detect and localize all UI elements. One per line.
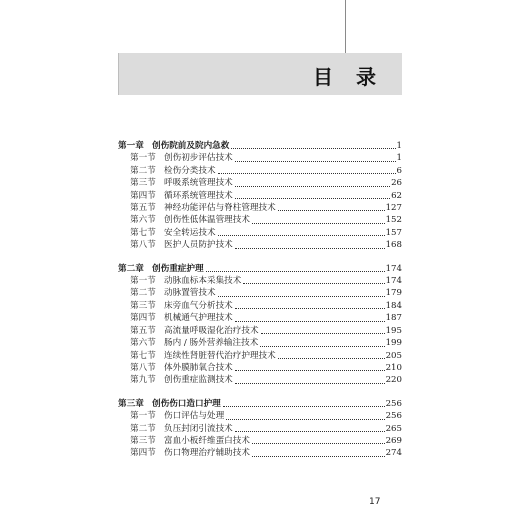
section-title: 呼吸系统管理技术 [164,178,233,189]
section-number: 第三节 [130,300,156,311]
page-ref: 127 [385,203,402,214]
page-ref: 274 [385,448,402,459]
section-number: 第六节 [130,215,156,226]
page-ref: 179 [385,288,402,299]
section-entry[interactable] [118,300,402,312]
section-number: 第九节 [130,375,156,386]
section-entry[interactable] [118,337,402,349]
section-number: 第四节 [130,448,156,459]
section-entry[interactable] [118,410,402,422]
section-entry[interactable] [118,214,402,226]
dot-leader [278,357,385,359]
page-ref: 220 [385,375,402,386]
section-number: 第三节 [130,178,156,189]
section-title: 安全转运技术 [164,227,216,238]
dot-leader [206,270,385,272]
top-rule-line [345,0,346,54]
dot-leader [218,172,396,174]
page-ref: 199 [385,338,402,349]
page-ref: 195 [385,325,402,336]
section-number: 第六节 [130,338,156,349]
section-entry[interactable] [118,202,402,214]
section-number: 第一节 [130,153,156,164]
page-ref: 1 [396,141,402,151]
section-entry[interactable] [118,227,402,239]
dot-leader [235,382,385,384]
section-title: 检伤分类技术 [164,165,216,176]
section-title: 体外膜肺氧合技术 [164,362,233,373]
chapter-number: 第一章 [118,141,144,151]
chapter-entry[interactable] [118,398,402,410]
page-ref: 62 [391,190,402,201]
section-entry[interactable] [118,165,402,177]
chapter-block [118,398,402,460]
dot-leader [218,295,385,297]
section-number: 第二节 [130,288,156,299]
section-title: 循环系统管理技术 [164,190,233,201]
section-number: 第五节 [130,203,156,214]
page-number: 17 [369,497,381,507]
page-ref: 256 [385,398,402,409]
page-ref: 269 [385,435,402,446]
section-entry[interactable] [118,190,402,202]
chapter-number: 第二章 [118,263,144,274]
section-number: 第三节 [130,435,156,446]
page-ref: 6 [396,165,402,176]
section-title: 医护人员防护技术 [164,240,233,251]
header-band [118,53,402,95]
section-number: 第五节 [130,325,156,336]
dot-leader [235,369,385,371]
section-title: 床旁血气分析技术 [164,300,233,311]
page-ref: 152 [385,215,402,226]
section-entry[interactable] [118,287,402,299]
page-ref: 205 [385,350,402,361]
dot-leader [278,209,385,211]
page-ref: 210 [385,362,402,373]
section-number: 第八节 [130,362,156,373]
dot-leader [235,247,385,249]
section-number: 第七节 [130,350,156,361]
chapter-title: 创伤伤口造口护理 [152,398,221,409]
chapter-title: 创伤重症护理 [152,263,204,274]
dot-leader [252,442,385,444]
page-ref: 157 [385,227,402,238]
dot-leader [252,222,385,224]
section-entry[interactable] [118,435,402,447]
section-entry[interactable] [118,374,402,386]
chapter-block [118,140,402,252]
section-title: 动脉血标本采集技术 [164,276,242,287]
section-title: 伤口物理治疗辅助技术 [164,448,250,459]
chapter-entry[interactable] [118,263,402,275]
section-entry[interactable] [118,275,402,287]
section-title: 负压封闭引流技术 [164,423,233,434]
section-entry[interactable] [118,447,402,459]
dot-leader [235,160,396,162]
section-title: 肠内 / 肠外营养输注技术 [164,338,259,349]
section-entry[interactable] [118,152,402,164]
section-entry[interactable] [118,350,402,362]
chapter-title: 创伤院前及院内急救 [152,141,230,151]
dot-leader [235,307,385,309]
section-number: 第一节 [130,411,156,422]
section-number: 第二节 [130,165,156,176]
section-number: 第一节 [130,276,156,287]
page-ref: 174 [385,276,402,287]
dot-leader [235,430,385,432]
section-title: 动脉置管技术 [164,288,216,299]
dot-leader [260,345,384,347]
section-title: 高流量呼吸湿化治疗技术 [164,325,259,336]
section-number: 第四节 [130,313,156,324]
section-number: 第七节 [130,227,156,238]
section-number: 第四节 [130,190,156,201]
dot-leader [243,282,384,284]
section-title: 创伤初步评估技术 [164,153,233,164]
page-ref: 168 [385,240,402,251]
section-number: 第二节 [130,423,156,434]
page-ref: 26 [391,178,402,189]
dot-leader [235,197,390,199]
chapter-number: 第三章 [118,398,144,409]
section-title: 创伤重症监测技术 [164,375,233,386]
dot-leader [226,418,384,420]
dot-leader [235,320,385,322]
section-entry[interactable] [118,239,402,251]
section-number: 第八节 [130,240,156,251]
page-ref: 1 [396,153,402,164]
section-entry[interactable] [118,325,402,337]
page-ref: 174 [385,263,402,274]
page-ref: 187 [385,313,402,324]
chapter-entry[interactable] [118,140,402,152]
chapter-block [118,263,402,387]
section-title: 神经功能评估与脊柱管理技术 [164,203,276,214]
section-title: 机械通气护理技术 [164,313,233,324]
section-title: 创伤性低体温管理技术 [164,215,250,226]
section-entry[interactable] [118,423,402,435]
section-title: 富血小板纤维蛋白技术 [164,435,250,446]
section-entry[interactable] [118,312,402,324]
dot-leader [223,405,385,407]
page-ref: 184 [385,300,402,311]
section-title: 连续性肾脏替代治疗护理技术 [164,350,276,361]
page-title: 目 录 [313,65,384,89]
page-ref: 265 [385,423,402,434]
section-title: 伤口评估与处理 [164,411,225,422]
section-entry[interactable] [118,177,402,189]
dot-leader [252,455,385,457]
dot-leader [261,332,385,334]
table-of-contents [118,140,402,471]
dot-leader [231,147,395,149]
section-entry[interactable] [118,362,402,374]
dot-leader [218,234,385,236]
dot-leader [235,185,390,187]
page-ref: 256 [385,411,402,422]
